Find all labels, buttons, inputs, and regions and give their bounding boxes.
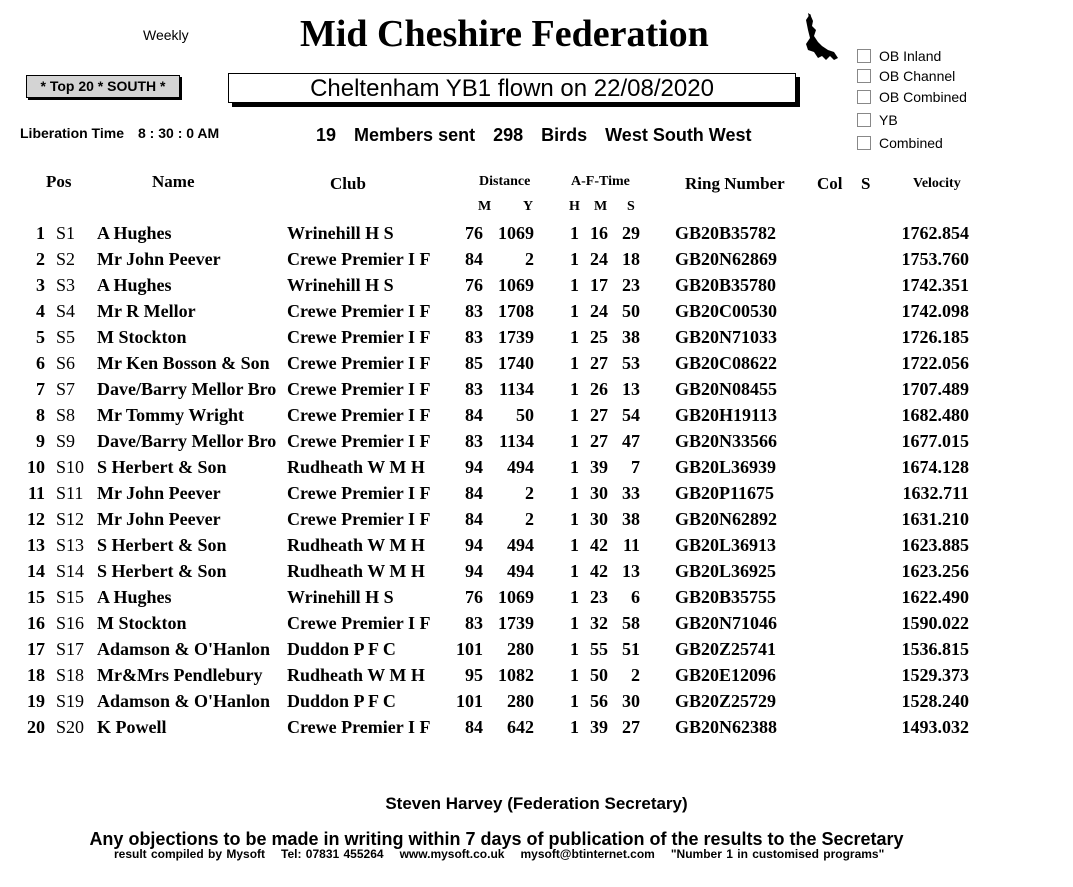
club-name: Crewe Premier I F (287, 717, 431, 737)
ring-number: GB20N71033 (675, 327, 778, 347)
time-hours: 1 (570, 509, 579, 529)
table-row (0, 717, 1073, 743)
position: 19 (27, 691, 45, 711)
ring-number: GB20B35780 (675, 275, 777, 295)
time-seconds: 18 (622, 249, 640, 269)
pigeon-icon (804, 12, 838, 64)
time-hours: 1 (570, 665, 579, 685)
section: S3 (56, 275, 76, 295)
section: S5 (56, 327, 76, 347)
member-name: K Powell (97, 717, 167, 737)
ring-number: GB20N62388 (675, 717, 778, 737)
velocity: 1622.490 (901, 587, 969, 607)
velocity: 1753.760 (901, 249, 969, 269)
slogan: "Number 1 in customised programs" (670, 847, 885, 861)
time-minutes: 30 (590, 509, 608, 529)
table-row (0, 353, 1073, 379)
col-ring: Ring Number (685, 174, 785, 193)
compiled-label: result compiled by Mysoft (114, 847, 266, 861)
time-minutes: 25 (590, 327, 608, 347)
email-link[interactable]: mysoft@btinternet.com (520, 847, 655, 861)
time-hours: 1 (570, 379, 579, 399)
distance-yards: 280 (507, 639, 534, 659)
club-name: Crewe Premier I F (287, 327, 431, 347)
distance-miles: 94 (465, 457, 483, 477)
club-name: Wrinehill H S (287, 587, 394, 607)
table-row (0, 535, 1073, 561)
ring-number: GB20P11675 (675, 483, 775, 503)
distance-yards: 1069 (498, 223, 534, 243)
position: 11 (27, 483, 45, 503)
member-name: Mr John Peever (97, 249, 221, 269)
velocity: 1682.480 (901, 405, 969, 425)
table-row (0, 665, 1073, 691)
liberation-label: Liberation Time (20, 125, 124, 141)
time-minutes: 26 (590, 379, 608, 399)
member-name: Adamson & O'Hanlon (97, 691, 271, 711)
club-name: Crewe Premier I F (287, 509, 431, 529)
col-club: Club (330, 174, 366, 193)
position: 6 (36, 353, 45, 373)
position: 8 (36, 405, 45, 425)
col-colour: Col (817, 174, 843, 193)
position: 16 (27, 613, 45, 633)
ring-number: GB20E12096 (675, 665, 777, 685)
time-seconds: 38 (622, 509, 640, 529)
distance-yards: 1740 (498, 353, 534, 373)
time-seconds: 30 (622, 691, 640, 711)
objections-notice: Any objections to be made in writing within 7 days of publication of the results to the Secretary (89, 829, 904, 849)
col-hours: H (569, 199, 580, 214)
member-name: A Hughes (97, 275, 172, 295)
ring-number: GB20L36913 (675, 535, 777, 555)
members-label: Members sent (354, 125, 476, 145)
velocity: 1762.854 (901, 223, 969, 243)
distance-miles: 101 (456, 639, 483, 659)
velocity: 1742.098 (901, 301, 969, 321)
col-seconds: S (627, 199, 635, 214)
table-row (0, 613, 1073, 639)
time-seconds: 23 (622, 275, 640, 295)
distance-yards: 494 (507, 457, 534, 477)
checkbox[interactable] (857, 113, 871, 127)
option-label: OB Channel (879, 68, 956, 84)
col-aftime: A-F-Time (571, 174, 630, 189)
section: S7 (56, 379, 76, 399)
table-row (0, 275, 1073, 301)
time-hours: 1 (570, 301, 579, 321)
velocity: 1674.128 (901, 457, 969, 477)
col-pos: Pos (46, 172, 72, 191)
time-seconds: 11 (622, 535, 640, 555)
option-label: OB Combined (879, 89, 967, 105)
position: 4 (36, 301, 45, 321)
checkbox[interactable] (857, 90, 871, 104)
time-hours: 1 (570, 223, 579, 243)
table-row (0, 301, 1073, 327)
member-name: Mr John Peever (97, 483, 221, 503)
member-name: Mr Ken Bosson & Son (97, 353, 270, 373)
distance-yards: 1739 (498, 613, 534, 633)
time-minutes: 24 (590, 249, 608, 269)
distance-miles: 84 (465, 405, 483, 425)
position: 18 (27, 665, 45, 685)
time-seconds: 6 (631, 587, 640, 607)
ring-number: GB20L36925 (675, 561, 777, 581)
club-name: Duddon P F C (287, 691, 396, 711)
ring-number: GB20C08622 (675, 353, 778, 373)
position: 20 (27, 717, 45, 737)
time-hours: 1 (570, 561, 579, 581)
time-minutes: 55 (590, 639, 608, 659)
time-seconds: 38 (622, 327, 640, 347)
time-minutes: 42 (590, 561, 608, 581)
velocity: 1632.711 (902, 483, 969, 503)
club-name: Crewe Premier I F (287, 249, 431, 269)
section: S1 (56, 223, 76, 243)
distance-yards: 50 (516, 405, 534, 425)
distance-miles: 94 (465, 561, 483, 581)
velocity: 1536.815 (901, 639, 969, 659)
member-name: Dave/Barry Mellor Bro (97, 431, 277, 451)
position: 2 (36, 249, 45, 269)
position: 9 (36, 431, 45, 451)
club-name: Duddon P F C (287, 639, 396, 659)
checkbox[interactable] (857, 49, 871, 63)
time-seconds: 2 (631, 665, 640, 685)
ring-number: GB20B35755 (675, 587, 777, 607)
time-hours: 1 (570, 717, 579, 737)
time-hours: 1 (570, 327, 579, 347)
club-name: Rudheath W M H (287, 457, 425, 477)
time-hours: 1 (570, 405, 579, 425)
ring-number: GB20N33566 (675, 431, 778, 451)
position: 1 (36, 223, 45, 243)
position: 14 (27, 561, 45, 581)
member-name: M Stockton (97, 613, 187, 633)
distance-miles: 101 (456, 691, 483, 711)
liberation-time: 8 : 30 : 0 AM (138, 125, 220, 141)
time-seconds: 58 (622, 613, 640, 633)
ring-number: GB20N71046 (675, 613, 778, 633)
members-count: 19 (316, 125, 337, 145)
club-name: Crewe Premier I F (287, 405, 431, 425)
ring-number: GB20C00530 (675, 301, 778, 321)
velocity: 1742.351 (901, 275, 969, 295)
section: S14 (56, 561, 85, 581)
option-label: OB Inland (879, 48, 942, 64)
member-name: S Herbert & Son (97, 561, 227, 581)
time-minutes: 50 (590, 665, 608, 685)
distance-yards: 1069 (498, 587, 534, 607)
time-minutes: 17 (590, 275, 608, 295)
table-row (0, 431, 1073, 457)
member-name: S Herbert & Son (97, 535, 227, 555)
option-label: YB (879, 112, 898, 128)
time-minutes: 23 (590, 587, 608, 607)
distance-miles: 76 (465, 587, 483, 607)
position: 15 (27, 587, 45, 607)
distance-yards: 2 (525, 249, 534, 269)
section: S12 (56, 509, 85, 529)
ring-number: GB20N08455 (675, 379, 778, 399)
ring-number: GB20Z25741 (675, 639, 777, 659)
member-name: Dave/Barry Mellor Bro (97, 379, 277, 399)
velocity: 1590.022 (901, 613, 969, 633)
distance-yards: 1134 (498, 379, 534, 399)
distance-miles: 84 (465, 483, 483, 503)
race-summary (316, 125, 770, 146)
table-row (0, 691, 1073, 717)
time-seconds: 27 (622, 717, 640, 737)
member-name: Mr John Peever (97, 509, 221, 529)
club-name: Crewe Premier I F (287, 483, 431, 503)
checkbox[interactable] (857, 136, 871, 150)
club-name: Crewe Premier I F (287, 379, 431, 399)
table-row (0, 457, 1073, 483)
distance-miles: 76 (465, 223, 483, 243)
position: 17 (27, 639, 45, 659)
club-name: Rudheath W M H (287, 535, 425, 555)
col-s: S (861, 174, 871, 193)
checkbox[interactable] (857, 69, 871, 83)
member-name: Mr R Mellor (97, 301, 196, 321)
velocity: 1677.015 (901, 431, 969, 451)
position: 12 (27, 509, 45, 529)
distance-miles: 84 (465, 509, 483, 529)
distance-miles: 84 (465, 717, 483, 737)
option-label: Combined (879, 135, 943, 151)
position: 3 (36, 275, 45, 295)
club-name: Crewe Premier I F (287, 353, 431, 373)
ring-number: GB20H19113 (675, 405, 778, 425)
section: S20 (56, 717, 85, 737)
time-hours: 1 (570, 275, 579, 295)
time-hours: 1 (570, 457, 579, 477)
club-name: Wrinehill H S (287, 275, 394, 295)
col-name: Name (152, 172, 195, 191)
table-row (0, 483, 1073, 509)
member-name: Mr Tommy Wright (97, 405, 245, 425)
telephone: Tel: 07831 455264 (281, 847, 384, 861)
time-seconds: 47 (622, 431, 640, 451)
velocity: 1623.885 (901, 535, 969, 555)
time-seconds: 33 (622, 483, 640, 503)
distance-miles: 76 (465, 275, 483, 295)
secretary-signature: Steven Harvey (Federation Secretary) (385, 794, 688, 813)
table-row (0, 509, 1073, 535)
velocity: 1493.032 (901, 717, 969, 737)
member-name: M Stockton (97, 327, 187, 347)
birds-count: 298 (493, 125, 524, 145)
col-velocity: Velocity (913, 176, 961, 191)
member-name: S Herbert & Son (97, 457, 227, 477)
ring-number: GB20N62869 (675, 249, 778, 269)
member-name: A Hughes (97, 223, 172, 243)
option-ob-channel[interactable] (857, 68, 955, 84)
time-hours: 1 (570, 639, 579, 659)
distance-miles: 83 (465, 431, 483, 451)
member-name: Mr&Mrs Pendlebury (97, 665, 263, 685)
section: S9 (56, 431, 76, 451)
section: S15 (56, 587, 85, 607)
col-yards: Y (523, 199, 534, 214)
time-minutes: 16 (590, 223, 608, 243)
time-minutes: 27 (590, 431, 608, 451)
distance-miles: 83 (465, 379, 483, 399)
table-row (0, 561, 1073, 587)
col-minutes: M (594, 199, 608, 214)
time-seconds: 13 (622, 379, 640, 399)
table-row (0, 639, 1073, 665)
time-minutes: 30 (590, 483, 608, 503)
option-ob-inland[interactable] (857, 48, 941, 64)
website-link[interactable]: www.mysoft.co.uk (399, 847, 505, 861)
distance-yards: 494 (507, 535, 534, 555)
velocity: 1623.256 (901, 561, 969, 581)
club-name: Crewe Premier I F (287, 301, 431, 321)
section: S2 (56, 249, 76, 269)
table-row (0, 223, 1073, 249)
club-name: Wrinehill H S (287, 223, 394, 243)
velocity: 1528.240 (901, 691, 969, 711)
club-name: Crewe Premier I F (287, 613, 431, 633)
section: S16 (56, 613, 85, 633)
section: S17 (56, 639, 85, 659)
position: 5 (36, 327, 45, 347)
position: 13 (27, 535, 45, 555)
distance-yards: 1082 (498, 665, 534, 685)
section: S8 (56, 405, 76, 425)
position: 10 (27, 457, 45, 477)
birds-label: Birds (541, 125, 588, 145)
table-row (0, 587, 1073, 613)
section: S4 (56, 301, 76, 321)
time-hours: 1 (570, 431, 579, 451)
time-minutes: 42 (590, 535, 608, 555)
velocity: 1631.210 (901, 509, 969, 529)
distance-yards: 2 (525, 483, 534, 503)
position: 7 (36, 379, 45, 399)
distance-yards: 642 (507, 717, 534, 737)
col-distance: Distance (479, 174, 531, 189)
time-seconds: 13 (622, 561, 640, 581)
member-name: Adamson & O'Hanlon (97, 639, 271, 659)
distance-yards: 1708 (498, 301, 534, 321)
time-hours: 1 (570, 249, 579, 269)
velocity: 1529.373 (901, 665, 969, 685)
section: S11 (56, 483, 84, 503)
weekly-label: Weekly (143, 27, 189, 43)
time-seconds: 50 (622, 301, 640, 321)
time-hours: 1 (570, 587, 579, 607)
ring-number: GB20Z25729 (675, 691, 777, 711)
federation-title: Mid Cheshire Federation (300, 13, 709, 55)
distance-yards: 1069 (498, 275, 534, 295)
option-ob-combined[interactable] (857, 89, 967, 105)
time-minutes: 27 (590, 353, 608, 373)
member-name: A Hughes (97, 587, 172, 607)
ring-number: GB20B35782 (675, 223, 777, 243)
time-minutes: 27 (590, 405, 608, 425)
distance-yards: 1739 (498, 327, 534, 347)
option-combined[interactable] (857, 135, 943, 151)
club-name: Crewe Premier I F (287, 431, 431, 451)
section: S18 (56, 665, 85, 685)
time-hours: 1 (570, 353, 579, 373)
club-name: Rudheath W M H (287, 665, 425, 685)
distance-yards: 280 (507, 691, 534, 711)
time-seconds: 53 (622, 353, 640, 373)
time-seconds: 54 (622, 405, 640, 425)
time-minutes: 32 (590, 613, 608, 633)
distance-miles: 83 (465, 301, 483, 321)
time-hours: 1 (570, 691, 579, 711)
table-row (0, 379, 1073, 405)
distance-miles: 83 (465, 613, 483, 633)
velocity: 1707.489 (901, 379, 969, 399)
distance-yards: 2 (525, 509, 534, 529)
table-row (0, 327, 1073, 353)
distance-miles: 85 (465, 353, 483, 373)
time-minutes: 56 (590, 691, 608, 711)
ring-number: GB20L36939 (675, 457, 777, 477)
time-minutes: 39 (590, 457, 608, 477)
time-seconds: 29 (622, 223, 640, 243)
section: S10 (56, 457, 85, 477)
col-miles: M (478, 199, 492, 214)
distance-yards: 1134 (498, 431, 534, 451)
distance-yards: 494 (507, 561, 534, 581)
time-seconds: 51 (622, 639, 640, 659)
section: S19 (56, 691, 85, 711)
club-name: Rudheath W M H (287, 561, 425, 581)
option-yb[interactable] (857, 112, 898, 128)
distance-miles: 95 (465, 665, 483, 685)
time-hours: 1 (570, 483, 579, 503)
wind-direction: West South West (605, 125, 752, 145)
distance-miles: 84 (465, 249, 483, 269)
ring-number: GB20N62892 (675, 509, 778, 529)
table-row (0, 249, 1073, 275)
time-minutes: 39 (590, 717, 608, 737)
section: S6 (56, 353, 76, 373)
section-badge: * Top 20 * SOUTH * (26, 75, 180, 98)
velocity: 1726.185 (901, 327, 969, 347)
velocity: 1722.056 (901, 353, 969, 373)
time-hours: 1 (570, 613, 579, 633)
section: S13 (56, 535, 85, 555)
time-seconds: 7 (631, 457, 640, 477)
time-hours: 1 (570, 535, 579, 555)
distance-miles: 83 (465, 327, 483, 347)
compiled-by (114, 847, 900, 861)
race-title: Cheltenham YB1 flown on 22/08/2020 (228, 73, 796, 103)
time-minutes: 24 (590, 301, 608, 321)
table-row (0, 405, 1073, 431)
distance-miles: 94 (465, 535, 483, 555)
